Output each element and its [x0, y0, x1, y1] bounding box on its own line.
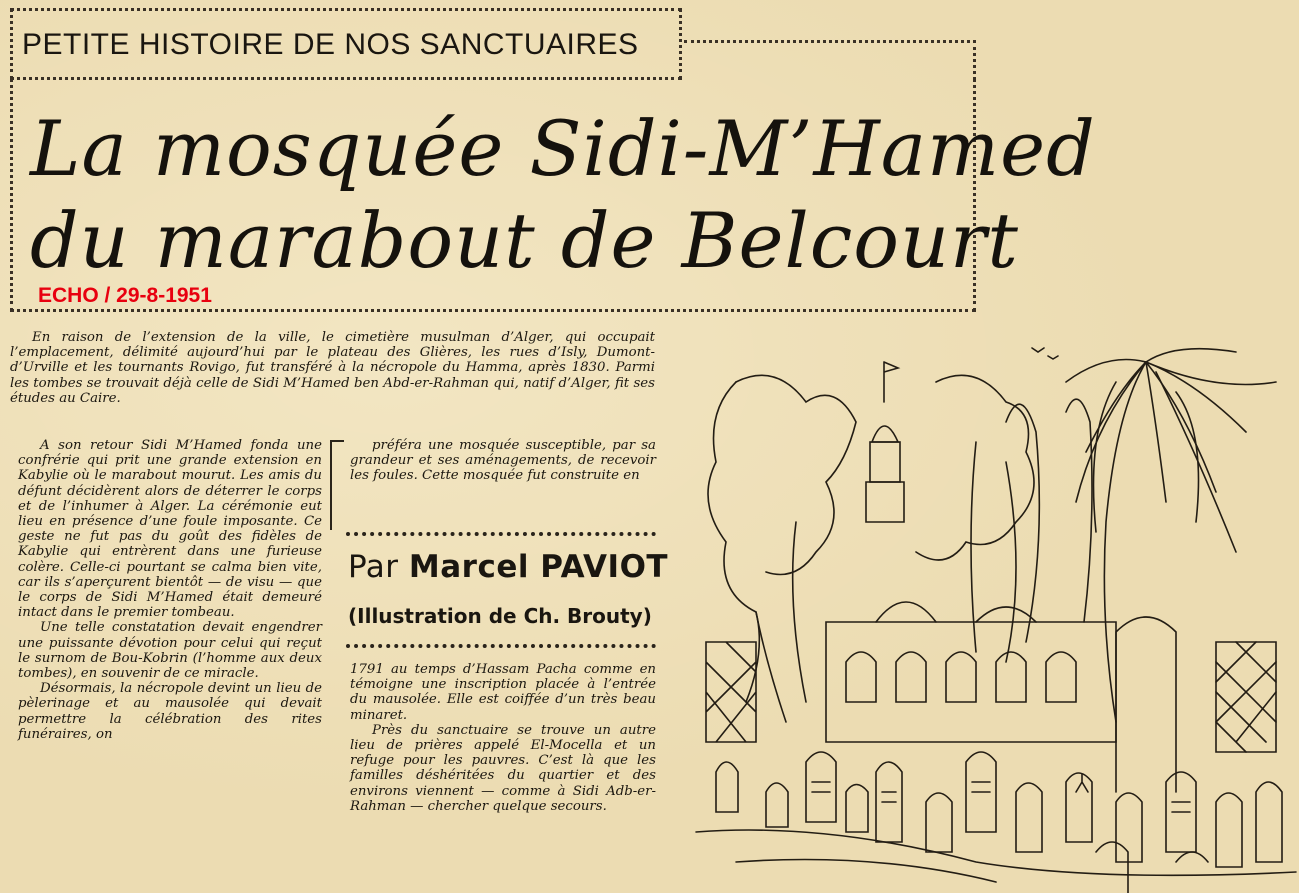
body-paragraph: Une telle constatation devait engendrer une puissante dévotion pour celui qui reçut le surnom de Bou-Kobrin (l’homme aux deux tombes), en souvenir de ce miracle. — [18, 620, 322, 682]
credit-artist: Ch. Brouty — [523, 604, 643, 628]
body-paragraph: A son retour Sidi M’Hamed fonda une confrérie qui prit une grande extension en Kabylie où le marabout mourut. Les amis du défunt décidèrent alors de déterrer le corps et de l’inhumer à Alger. La cérémonie eut lieu en présence d’une foule imposante. Ce geste ne fut pas du goût des fidèles de Kabylie qui entrèrent dans une furieuse colère. Celle-ci pourtant se calma bien vite, car ils s’aperçurent bientôt — de visu — que le corps de Sidi M’Hamed était demeuré intact dans le premier tombeau. — [18, 438, 322, 621]
illustration-credit — [348, 604, 652, 628]
source-date-label: ECHO / 29-8-1951 — [38, 284, 212, 307]
intro-paragraph: En raison de l’extension de la ville, le cimetière musulman d’Alger, qui occupait l’emplacement, délimité aujourd’hui par le plateau des Glières, les rues d’Isly, Dumont-d’Urville et les tournants Rovigo, fut transféré à la nécropole du Hamma, après 1830. Parmi les tombes se trouvait déjà celle de Sidi M’Hamed ben Abd-er-Rahman qui, natif d’Alger, fit ses études au Caire. — [10, 330, 655, 406]
kicker-heading: PETITE HISTOIRE DE NOS SANCTUAIRES — [22, 28, 639, 61]
column-right-top — [350, 438, 656, 484]
body-paragraph: 1791 au temps d’Hassam Pacha comme en témoigne une inscription placée à l’entrée du mausolée. Elle est coiffée d’un très beau minaret. — [350, 662, 656, 723]
headline-line-1: La mosquée Sidi-M’Hamed — [30, 104, 1096, 193]
body-paragraph: Désormais, la nécropole devint un lieu de pèlerinage et au mausolée qui devait permettre la célébration des rites funéraires, on — [18, 681, 322, 742]
column-rule-top — [330, 440, 344, 442]
column-rule-vertical — [330, 440, 332, 530]
byline-dotted-rule-bottom — [346, 644, 656, 648]
mosque-cemetery-sketch-icon — [676, 322, 1299, 893]
byline-dotted-rule-top — [346, 532, 656, 536]
credit-suffix: ) — [642, 604, 652, 628]
body-paragraph: Près du sanctuaire se trouve un autre lieu de prières appelé El-Mocella et un refuge pour les pauvres. C’est là que les familles déshéritées du quartier et des environs viennent — comme à Sidi Adb-er-Rahman — chercher quelque secours. — [350, 722, 656, 814]
column-right-bottom — [350, 662, 656, 814]
credit-prefix: (Illustration de — [348, 604, 524, 628]
byline-author: Marcel PAVIOT — [408, 549, 669, 585]
body-paragraph: préféra une mosquée susceptible, par sa grandeur et ses aménagements, de recevoir les foules. Cette mosquée fut construite en — [350, 438, 656, 484]
byline — [348, 549, 668, 585]
title-frame-corner — [682, 40, 976, 80]
byline-prefix: Par — [348, 549, 409, 585]
headline-line-2: du marabout de Belcourt — [30, 196, 1019, 285]
column-left — [18, 438, 322, 742]
